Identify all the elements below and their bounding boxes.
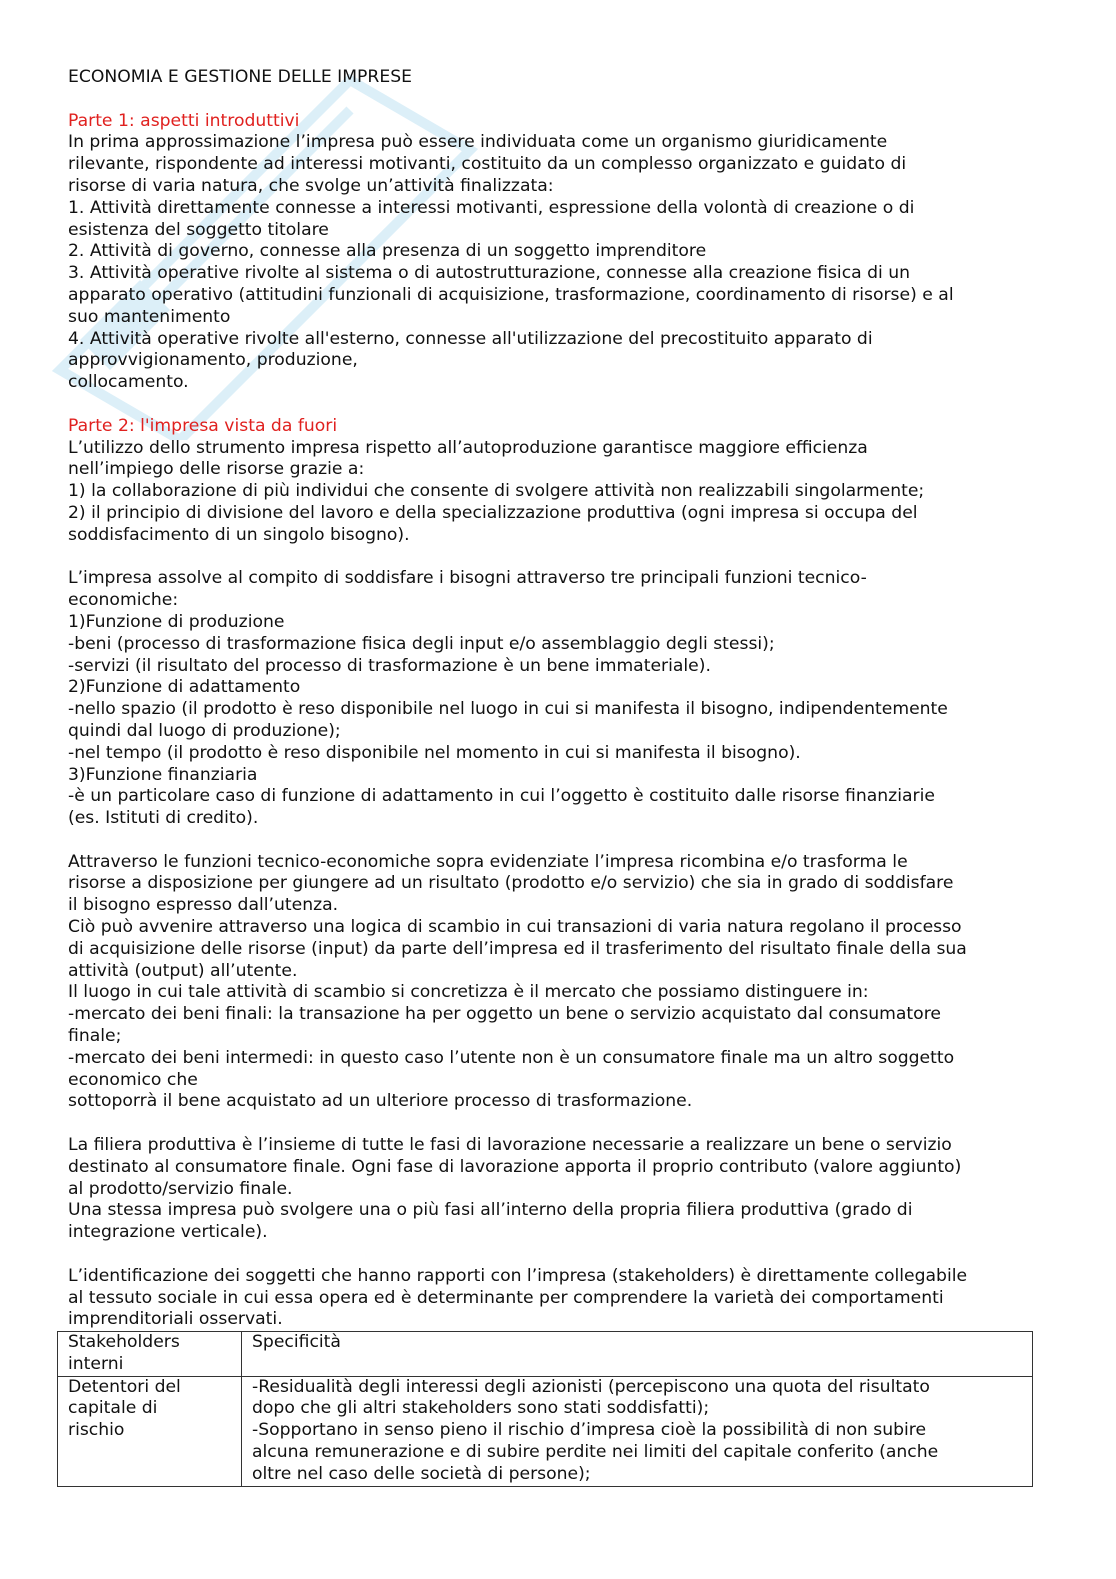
text-line: 4. Attività operative rivolte all'esterno, connesse all'utilizzazione del precostituito apparato di (68, 328, 873, 349)
text-line: -nel tempo (il prodotto è reso disponibile nel momento in cui si manifesta il bisogno). (68, 742, 801, 763)
text-line: approvvigionamento, produzione, (68, 350, 358, 371)
table-cell-specificita (242, 1376, 1033, 1486)
table-cell-stakeholder (58, 1376, 242, 1486)
table-row (58, 1376, 1033, 1486)
document-title: ECONOMIA E GESTIONE DELLE IMPRESE (68, 67, 412, 87)
cell-line: Detentori del (68, 1376, 181, 1397)
text-line: esistenza del soggetto titolare (68, 219, 329, 240)
text-line: 2. Attività di governo, connesse alla presenza di un soggetto imprenditore (68, 241, 707, 262)
text-line: -è un particolare caso di funzione di adattamento in cui l’oggetto è costituito dalle risorse finanziarie (68, 786, 935, 807)
text-line: In prima approssimazione l’impresa può essere individuata come un organismo giuridicamente (68, 132, 888, 153)
header-cell-stakeholders (58, 1332, 242, 1377)
text-line: 1)Funzione di produzione (68, 611, 285, 632)
cell-line: interni (68, 1353, 124, 1374)
text-line: 3. Attività operative rivolte al sistema o di autostrutturazione, connesse alla creazione fisica di un (68, 263, 911, 284)
text-line: -beni (processo di trasformazione fisica degli input e/o assemblaggio degli stessi); (68, 633, 775, 654)
text-line: (es. Istituti di credito). (68, 808, 259, 829)
text-line: 2) il principio di divisione del lavoro e della specializzazione produttiva (ogni impresa si occupa del (68, 502, 918, 523)
paragraph (68, 1135, 1048, 1244)
text-line: L’identificazione dei soggetti che hanno rapporti con l’impresa (stakeholders) è direttamente collegabile (68, 1265, 968, 1286)
cell-line: -Residualità degli interessi degli azionisti (percepiscono una quota del risultato (252, 1376, 930, 1397)
text-line: destinato al consumatore finale. Ogni fase di lavorazione apporta il proprio contributo (valore aggiunto) (68, 1156, 962, 1177)
text-line: soddisfacimento di un singolo bisogno). (68, 524, 410, 545)
text-line: economico che (68, 1069, 198, 1090)
text-line: finale; (68, 1026, 122, 1047)
stakeholders-table (57, 1331, 1033, 1487)
cell-line: alcuna remunerazione e di subire perdite nei limiti del capitale conferito (anche (252, 1441, 939, 1462)
text-line: La filiera produttiva è l’insieme di tutte le fasi di lavorazione necessarie a realizzare un bene o servizio (68, 1135, 952, 1156)
text-line: L’utilizzo dello strumento impresa rispetto all’autoproduzione garantisce maggiore efficienza (68, 437, 868, 458)
cell-line: Stakeholders (68, 1332, 180, 1352)
text-line: -mercato dei beni intermedi: in questo caso l’utente non è un consumatore finale ma un altro soggetto (68, 1047, 955, 1068)
text-line: integrazione verticale). (68, 1222, 268, 1243)
cell-line: Specificità (252, 1332, 341, 1352)
text-line: sottoporrà il bene acquistato ad un ulteriore processo di trasformazione. (68, 1091, 693, 1112)
paragraph (68, 568, 1048, 830)
text-line: Attraverso le funzioni tecnico-economiche sopra evidenziate l’impresa ricombina e/o trasforma le (68, 851, 908, 872)
text-line: al tessuto sociale in cui essa opera ed è determinante per comprendere la varietà dei comportamenti (68, 1287, 944, 1308)
text-line: risorse a disposizione per giungere ad un risultato (prodotto e/o servizio) che sia in grado di soddisfare (68, 873, 954, 894)
part1-heading: Parte 1: aspetti introduttivi (68, 110, 300, 131)
text-line: -servizi (il risultato del processo di trasformazione è un bene immateriale). (68, 655, 711, 676)
paragraph (68, 438, 1048, 547)
text-line: Una stessa impresa può svolgere una o più fasi all’interno della propria filiera produttiva (grado di (68, 1200, 913, 1221)
text-line: rilevante, rispondente ad interessi motivanti, costituito da un complesso organizzato e guidato di (68, 154, 907, 175)
text-line: 3)Funzione finanziaria (68, 764, 258, 785)
text-line: quindi dal luogo di produzione); (68, 720, 341, 741)
text-line: 1) la collaborazione di più individui che consente di svolgere attività non realizzabili singolarmente; (68, 481, 925, 502)
text-line: -nello spazio (il prodotto è reso disponibile nel luogo in cui si manifesta il bisogno, indipendentemente (68, 699, 948, 720)
text-line: Il luogo in cui tale attività di scambio si concretizza è il mercato che possiamo distinguere in: (68, 982, 869, 1003)
document-body (68, 67, 1048, 1331)
text-line: risorse di varia natura, che svolge un’attività finalizzata: (68, 175, 554, 196)
table-header-row (58, 1332, 1033, 1377)
paragraph (68, 852, 1048, 1114)
part1-text (68, 132, 1048, 394)
cell-line: oltre nel caso delle società di persone); (252, 1463, 591, 1484)
text-line: al prodotto/servizio finale. (68, 1178, 293, 1199)
text-line: economiche: (68, 590, 179, 611)
text-line: suo mantenimento (68, 306, 231, 327)
text-line: 2)Funzione di adattamento (68, 677, 301, 698)
text-line: L’impresa assolve al compito di soddisfare i bisogni attraverso tre principali funzioni tecnico- (68, 568, 867, 589)
text-line: di acquisizione delle risorse (input) da parte dell’impresa ed il trasferimento del risultato finale della sua (68, 938, 967, 959)
part2-heading: Parte 2: l'impresa vista da fuori (68, 415, 338, 436)
cell-line: rischio (68, 1420, 125, 1441)
text-line: collocamento. (68, 372, 189, 393)
header-cell-specificita (242, 1332, 1033, 1377)
cell-line: capitale di (68, 1398, 158, 1419)
text-line: attività (output) all’utente. (68, 960, 298, 981)
text-line: Ciò può avvenire attraverso una logica di scambio in cui transazioni di varia natura regolano il processo (68, 917, 962, 938)
paragraph (68, 1266, 1048, 1331)
text-line: nell’impiego delle risorse grazie a: (68, 459, 365, 480)
text-line: il bisogno espresso dall’utenza. (68, 895, 339, 916)
text-line: imprenditoriali osservati. (68, 1309, 283, 1330)
text-line: 1. Attività direttamente connesse a interessi motivanti, espressione della volontà di creazione o di (68, 197, 915, 218)
cell-line: -Sopportano in senso pieno il rischio d’impresa cioè la possibilità di non subire (252, 1420, 927, 1441)
text-line: -mercato dei beni finali: la transazione ha per oggetto un bene o servizio acquistato dal consumatore (68, 1004, 941, 1025)
cell-line: dopo che gli altri stakeholders sono stati soddisfatti); (252, 1398, 710, 1419)
text-line: apparato operativo (attitudini funzionali di acquisizione, trasformazione, coordinamento di risorse) e al (68, 284, 954, 305)
